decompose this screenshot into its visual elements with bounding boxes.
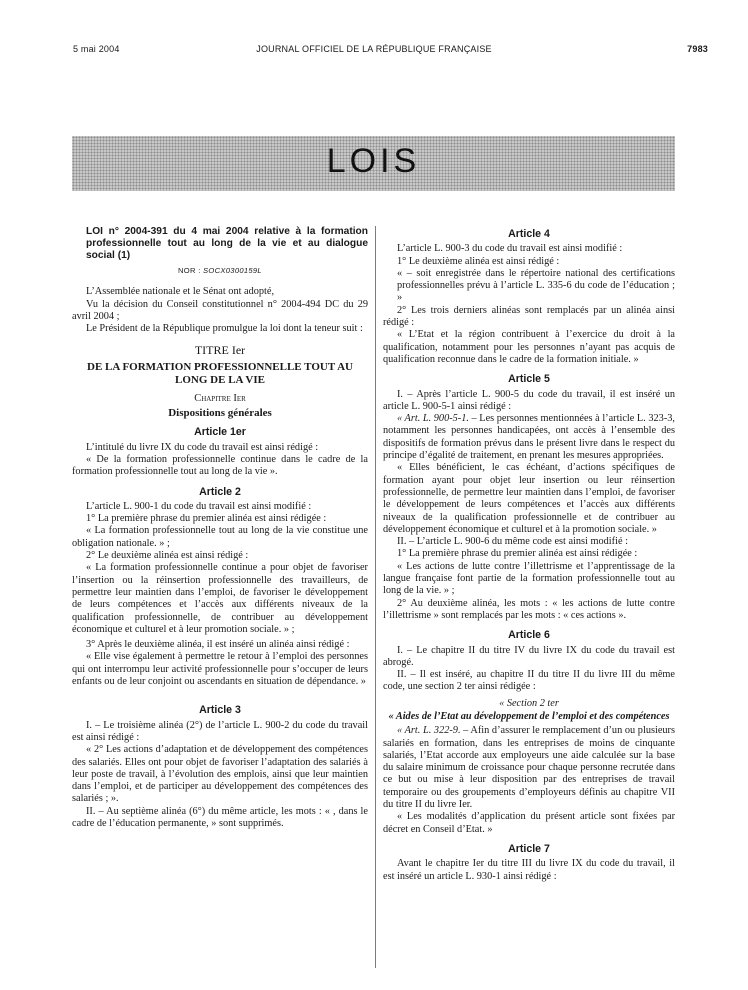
paragraph: 2° Les trois derniers alinéas sont remplacés par un alinéa ainsi rédigé : <box>383 304 675 329</box>
article-heading: Article 7 <box>508 842 550 855</box>
nor-reference <box>72 265 368 277</box>
chapitre-subheading: Dispositions générales <box>168 407 272 420</box>
paragraph: L’article L. 900-3 du code du travail est ainsi modifié : <box>397 243 623 255</box>
paragraph: L’intitulé du livre IX du code du travail est ainsi rédigé : <box>86 441 319 453</box>
quoted-paragraph: « La formation professionnelle tout au long de la vie constitue une obligation nationale. » ; <box>72 525 368 549</box>
paragraph: Avant le chapitre Ier du titre III du livre IX du code du travail, il est inséré un article L. 930-1 ainsi rédigé : <box>383 858 675 882</box>
paragraph: « De la formation professionnelle continue dans le cadre de la formation professionnelle tout au long de la vie ». <box>72 453 368 478</box>
section-banner <box>72 136 675 191</box>
law-title: LOI n° 2004-391 du 4 mai 2004 relative à la formation professionnelle tout au long de la vie et au dialogue social (1) <box>86 226 368 261</box>
nor-code: SOCX0300159L <box>203 266 262 275</box>
quoted-paragraph <box>383 725 675 811</box>
quoted-paragraph <box>383 413 675 462</box>
titre-heading: TITRE Ier <box>194 343 246 358</box>
article-heading: Article 3 <box>199 704 241 717</box>
article-heading: Article 5 <box>508 373 550 386</box>
paragraph: I. – Le chapitre II du titre IV du livre IX du code du travail est abrogé. <box>383 644 675 668</box>
journal-title: JOURNAL OFFICIEL DE LA RÉPUBLIQUE FRANÇAISE <box>256 44 492 54</box>
quoted-text: – Afin d’assurer le remplacement d’un ou plusieurs salariés en formation, dans les entreprises de moins de cinquante salariés, l’Etat accorde aux employeurs une aide calculée sur la base du salaire minimum de croissance pour chaque personne recrutée dans ce but ou mise à leur disposition par des entreprises de travail temporaire ou des groupements d’employeurs définis au chapitre VII du titre II du livre Ier. <box>383 725 675 811</box>
paragraph: II. – Au septième alinéa (6°) du même article, les mots : « , dans le cadre de l’éducation permanente, » sont supprimés. <box>72 805 368 829</box>
article-heading: Article 4 <box>508 228 550 240</box>
paragraph: I. – Le troisième alinéa (2°) de l’article L. 900-2 du code du travail est ainsi rédigé : <box>72 719 368 743</box>
paragraph: 1° La première phrase du premier alinéa est ainsi rédigée : <box>397 548 638 560</box>
right-column <box>383 226 675 883</box>
article-heading: Article 6 <box>508 629 550 642</box>
paragraph: Le Président de la République promulgue la loi dont la teneur suit : <box>86 323 363 335</box>
quoted-paragraph: « Elle vise également à permettre le retour à l’emploi des personnes qui ont interrompu leur activité professionnelle pour s’occuper de leurs enfants ou de leur conjoint ou ascendants en situation de dépendance. » <box>72 651 368 688</box>
paragraph: II. – L’article L. 900-6 du même code est ainsi modifié : <box>397 536 628 548</box>
chapitre-heading: Chapitre Ier <box>194 392 246 404</box>
quoted-paragraph: « Les actions de lutte contre l’illettrisme et l’apprentissage de la langue française font partie de la formation professionnelle tout au long de la vie. » ; <box>383 560 675 597</box>
quoted-paragraph: « Les modalités d’application du présent article sont fixées par décret en Conseil d’Etat. » <box>383 811 675 835</box>
section-subheading: « Aides de l’Etat au développement de l’emploi et des compétences <box>388 710 670 722</box>
paragraph: II. – Il est inséré, au chapitre II du titre II du livre III du même code, une section 2 ter ainsi rédigée : <box>383 669 675 693</box>
quoted-paragraph: « L’Etat et la région contribuent à l’exercice du droit à la qualification, notamment pour les personnes n’ayant pas acquis de qualification reconnue dans le cadre de la formation initiale. » <box>383 329 675 365</box>
article-heading: Article 2 <box>199 485 241 498</box>
quoted-text: – Les personnes mentionnées à l’article L. 323-3, notamment les personnes handicapées, ont accès à l’ensemble des dispositifs de formation prévus dans le présent livre dans le respect du principe d’égalité de traitement, en prenant les mesures appropriées. <box>383 413 675 462</box>
paragraph: Vu la décision du Conseil constitutionnel n° 2004-494 DC du 29 avril 2004 ; <box>72 298 368 322</box>
paragraph: 2° Au deuxième alinéa, les mots : « les actions de lutte contre l’illettrisme » sont remplacés par les mots : « ces actions ». <box>383 597 675 621</box>
page-number: 7983 <box>687 44 708 54</box>
paragraph: 2° Le deuxième alinéa est ainsi rédigé : <box>86 550 249 562</box>
article-reference: « Art. L. 322-9. <box>397 725 461 737</box>
banner-title: LOIS <box>326 142 421 180</box>
quoted-paragraph: « – soit enregistrée dans le répertoire national des certifications professionnelles prévu à l’article L. 335-6 du code de l’éducation ; » <box>397 267 675 304</box>
column-divider <box>375 226 376 968</box>
section-heading: « Section 2 ter <box>499 697 559 709</box>
quoted-paragraph: « La formation professionnelle continue a pour objet de favoriser l’insertion ou la réinsertion professionnelle des travailleurs, de permettre leur maintien dans l’emploi, de favoriser le développement de leurs compétences et l’accès aux différents niveaux de la qualification professionnelle, de contribuer au développement économique et culturel et à leur promotion sociale. » ; <box>72 562 368 635</box>
titre-subheading: DE LA FORMATION PROFESSIONNELLE TOUT AU LONG DE LA VIE <box>87 360 353 386</box>
header-date: 5 mai 2004 <box>73 44 120 54</box>
article-reference: « Art. L. 900-5-1. <box>397 413 469 425</box>
nor-label: NOR : <box>178 266 201 275</box>
paragraph: I. – Après l’article L. 900-5 du code du travail, il est inséré un article L. 900-5-1 ainsi rédigé : <box>383 388 675 412</box>
paragraph: 3° Après le deuxième alinéa, il est inséré un alinéa ainsi rédigé : <box>86 639 350 651</box>
article-heading: Article 1er <box>194 426 246 439</box>
paragraph: 1° Le deuxième alinéa est ainsi rédigé : <box>397 255 560 267</box>
quoted-paragraph: « Elles bénéficient, le cas échéant, d’actions spécifiques de formation ayant pour objet leur insertion ou leur réinsertion professionnelle, de permettre leur maintien dans l’emploi, de favoriser le développement de leurs compétences et l’accès aux différents niveaux de la qualification professionnelle et de contribuer au développement économique et culturel et à la promotion sociale. » <box>383 462 675 535</box>
quoted-paragraph: « 2° Les actions d’adaptation et de développement des compétences des salariés. Elles ont pour objet de favoriser l’adaptation des salariés à leur poste de travail, à l’évolution des emplois, ainsi que leur maintien dans l’emploi, et de participer au développement des compétences des salariés ; ». <box>72 744 368 805</box>
paragraph: 1° La première phrase du premier alinéa est ainsi rédigée : <box>86 513 327 525</box>
left-column <box>72 226 368 830</box>
paragraph: L’Assemblée nationale et le Sénat ont adopté, <box>86 286 275 298</box>
paragraph: L’article L. 900-1 du code du travail est ainsi modifié : <box>86 500 312 512</box>
